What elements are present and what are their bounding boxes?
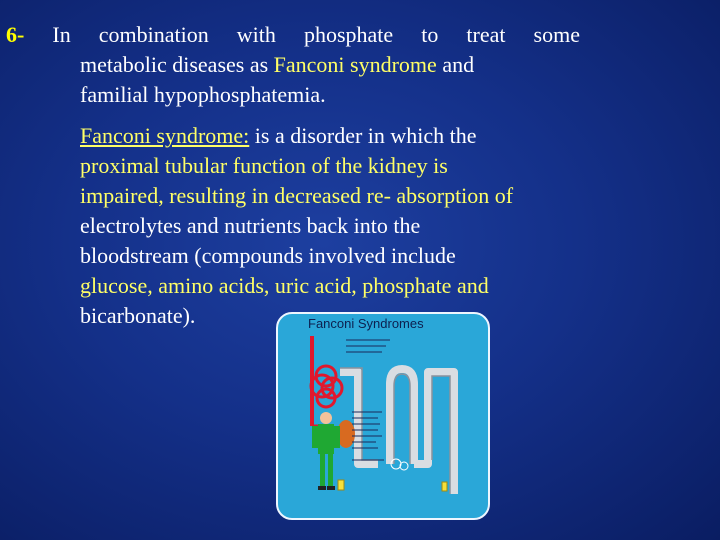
definition-line-5: bloodstream (compounds involved include [80,243,456,268]
diagram-title: Fanconi Syndromes [308,316,424,331]
definition-line-1 [80,121,477,151]
definition-line-3: impaired, resulting in decreased re- absorption of [80,183,514,208]
point-6-line-1 [6,20,580,50]
definition-term: Fanconi syndrome: [80,123,250,148]
fanconi-diagram [276,312,490,520]
point-6-line-2 [80,50,474,80]
text-white: metabolic diseases as [80,52,274,77]
word: treat [466,22,506,47]
text-highlight: Fanconi syndrome [273,52,437,77]
word: to [421,22,439,47]
definition-text: is a disorder in which the [249,123,477,148]
word: In [52,22,71,47]
text-white: and [436,52,475,77]
definition-line-4: electrolytes and nutrients back into the [80,213,421,238]
definition-line-6: glucose, amino acids, uric acid, phosphate and [80,273,489,298]
glomerulus-shape [311,366,342,407]
word: combination [98,22,209,47]
nephron-illustration [278,314,488,518]
person-figure-shape [312,412,340,490]
word: some [533,22,580,47]
word: phosphate [303,22,394,47]
definition-line-2: proximal tubular function of the kidney is [80,153,448,178]
word: with [236,22,276,47]
point-number: 6- [6,22,25,47]
tubule-shape [340,369,454,494]
definition-line-7: bicarbonate). [80,303,196,328]
point-6-line-3: familial hypophosphatemia. [80,82,326,107]
